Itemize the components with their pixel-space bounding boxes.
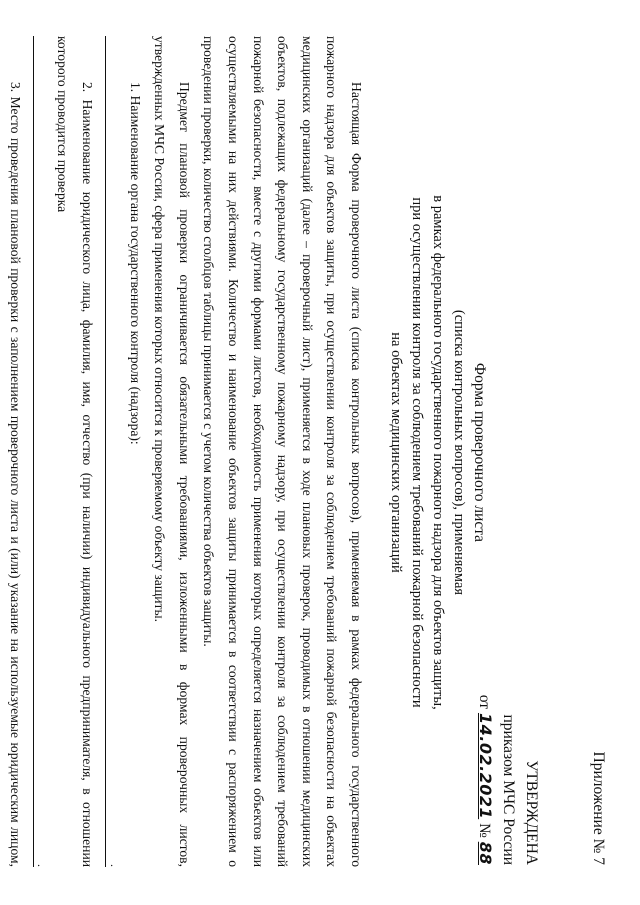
form-subtitle-2: в рамках федерального государственного пожарного надзора для объектов защиты,	[430, 195, 446, 710]
number-sign: №	[476, 823, 493, 838]
scope-paragraph: Предмет плановой проверки ограничивается обязательными требованиями, изложенными в формах проверочных листов, утвержденных МЧС России, сфера применения которых относится к проверяемому объекту защиты.	[152, 36, 192, 867]
intro-paragraph: Настоящая Форма проверочного листа (списка контрольных вопросов), применяемая в рамках федерального государственного пожарного надзора для объектов защиты, при осуществлении контроля за соблюдением требований пожарной безопасности на объектах медицинских организаций (далее – проверочный лист), применяется в ходе плановых проверок, проводимых в отношении медицинских объектов, подлежащих федеральному государственному пожарному надзору, при осуществлении контроля за соблюдением требований пожарной безопасности, вместе с другими формами листов, необходимость применения которых определяется назначением объектов или осуществляемыми на них действиями. Количество и наименование объектов защиты принимается в соответствии с распоряжением о проведении проверки, количество столбцов таблицы принимается с учетом количества объектов защиты.	[201, 36, 364, 867]
document-body	[0, 36, 368, 867]
answer-line-1[interactable]	[105, 36, 120, 867]
question-1: 1. Наименование органа государственного контроля (надзора):	[127, 82, 143, 445]
form-subtitle-3: при осуществлении контроля за соблюдением требований пожарной безопасности	[409, 197, 425, 708]
approved-heading: УТВЕРЖДЕНА	[523, 760, 540, 865]
question-3: 3. Место проведения плановой проверки с заполнением проверочного листа и (или) указание на используемые юридическим лицом,	[7, 82, 23, 867]
line-end-mark: .	[35, 864, 50, 867]
date-prefix: от	[476, 694, 493, 710]
approval-stamp	[473, 695, 610, 865]
form-subtitle-4: на объектах медицинских организаций	[388, 332, 404, 573]
line-end-mark: .	[107, 864, 122, 867]
handwritten-date: 14.02.2021	[476, 712, 495, 820]
form-title: Форма проверочного листа	[471, 362, 488, 543]
appendix-number: Приложение № 7	[590, 751, 607, 865]
approving-order: приказом МЧС России	[500, 714, 517, 865]
question-2: 2. Наименование юридического лица, фамилия, имя, отчество (при наличии) индивидуального предпринимателя, в отношении которого проводится проверка	[55, 36, 96, 867]
form-subtitle-1: (списка контрольных вопросов), применяемая	[451, 309, 467, 596]
form-title-block	[385, 40, 490, 865]
handwritten-order-number: 88	[476, 841, 495, 865]
answer-line-2[interactable]	[33, 36, 48, 867]
